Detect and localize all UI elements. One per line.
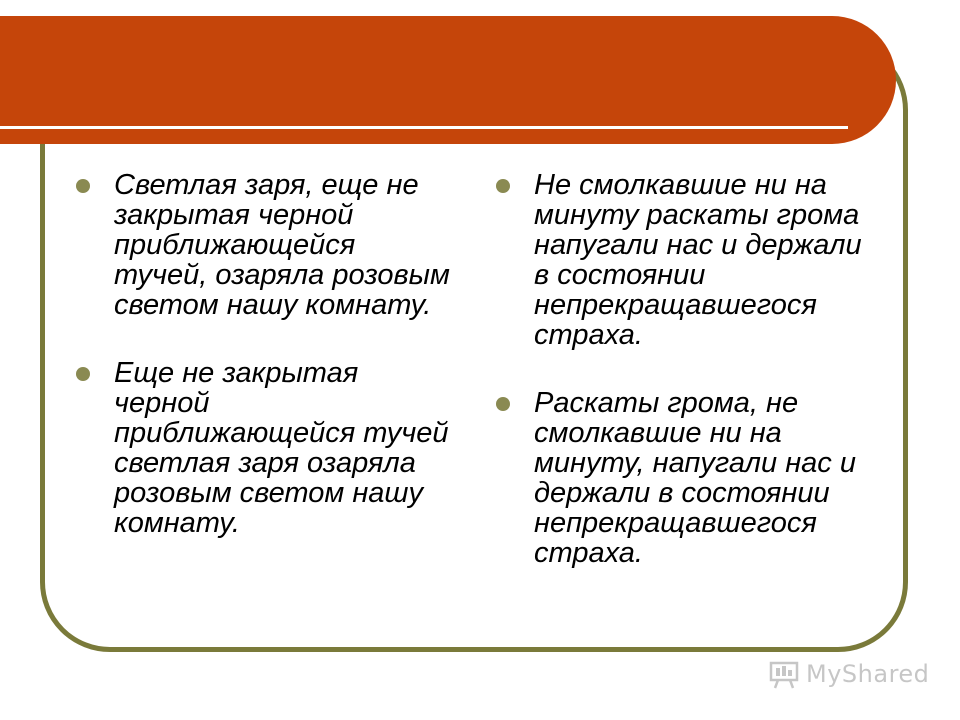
header-divider <box>0 126 848 129</box>
bullet-text: Не смолкавшие ни на минуту раскаты грома напугали нас и держали в состоянии непрекращавшегося страха. <box>534 169 862 351</box>
bullet-icon <box>496 397 510 411</box>
bullet-text: Еще не закрытая черной приближающейся тучей светлая заря озаряла розовым светом нашу комнату. <box>114 357 449 539</box>
bullet-icon <box>496 179 510 193</box>
bullet-icon <box>76 179 90 193</box>
header-band <box>0 16 896 144</box>
watermark-text: MyShared <box>806 660 930 688</box>
list-item <box>496 170 876 350</box>
right-column <box>496 170 876 606</box>
bullet-icon <box>76 367 90 381</box>
list-item <box>76 170 456 320</box>
list-item <box>76 358 456 538</box>
bullet-text: Раскаты грома, не смолкавшие ни на минуту, напугали нас и держали в состоянии непрекращавшегося страха. <box>534 387 856 569</box>
list-item <box>496 388 876 568</box>
watermark <box>768 658 929 690</box>
left-column <box>76 170 456 576</box>
bullet-text: Светлая заря, еще не закрытая черной приближающейся тучей, озаряла розовым светом нашу комнату. <box>114 169 450 321</box>
presentation-board-icon <box>768 658 800 690</box>
